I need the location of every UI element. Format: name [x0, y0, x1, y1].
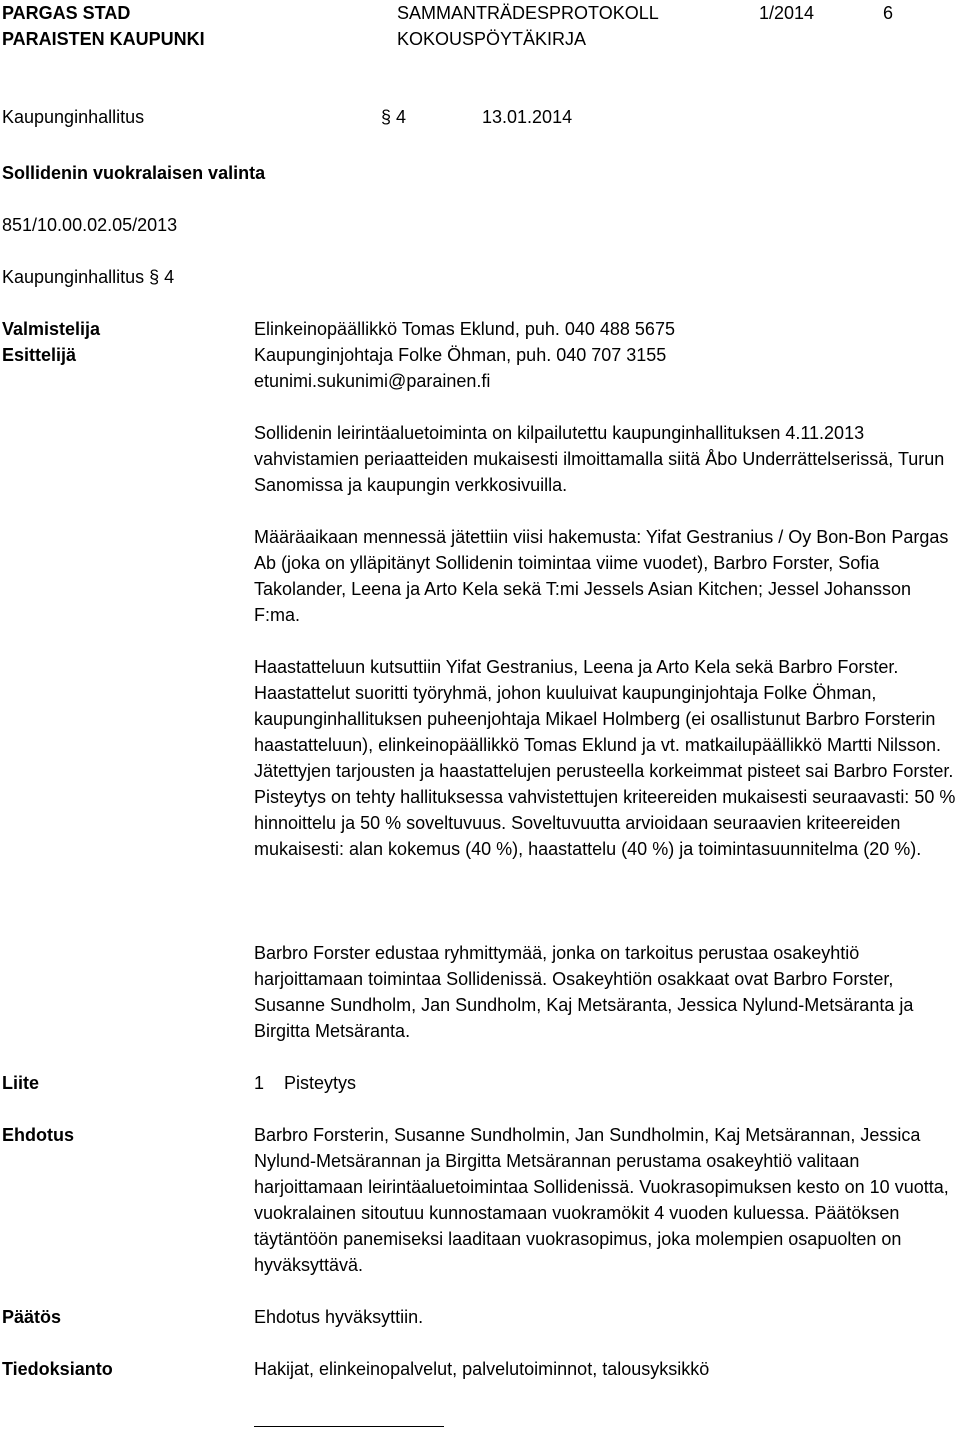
org-name-swedish: PARGAS STAD — [2, 3, 131, 23]
proposal-label: Ehdotus — [2, 1125, 74, 1145]
notification-text: Hakijat, elinkeinopalvelut, palvelutoiminnot, talousyksikkö — [254, 1359, 710, 1379]
paragraph-company: Barbro Forster edustaa ryhmittymää, jonka on tarkoitus perustaa osakeyhtiö harjoittamaan toimintaa Sollidenissä. Osakeyhtiön osakkaat ovat Barbro Forster, Susanne Sundholm, Jan Sundholm, Kaj Metsäranta, Jessica Nylund-Metsäranta ja Birgitta Metsäranta. — [254, 943, 914, 1041]
paragraph-interviews: Haastatteluun kutsuttiin Yifat Gestranius, Leena ja Arto Kela sekä Barbro Forster. Haastattelut suoritti työryhmä, johon kuuluivat kaupunginjohtaja Folke Öhman, kaupunginhallituksen puheenjohtaja Mikael Holmberg (ei osallistunut Barbro Forsterin haastatteluun), elinkeinopäällikkö Tomas Eklund ja vt. matkailupäällikkö Martti Nilsson. Jätettyjen tarjousten ja haastattelujen perusteella korkeimmat pisteet sai Barbro Forster. Pisteytys on tehty hallituksessa vahvistettujen kriteereiden mukaisesti seuraavasti: 50 % hinnoittelu ja 50 % soveltuvuus. Soveltuvuutta arvioidaan seuraavien kriteereiden mukaisesti: alan kokemus (40 %), haastattelu (40 %) ja toimintasuunnitelma (20 %). — [254, 657, 956, 859]
decision-text: Ehdotus hyväksyttiin. — [254, 1307, 424, 1327]
doc-type-swedish: SAMMANTRÄDESPROTOKOLL — [397, 3, 659, 23]
presenter-value: Kaupunginjohtaja Folke Öhman, puh. 040 707 3155 — [254, 345, 667, 365]
issue-number: 1/2014 — [759, 3, 815, 23]
attachment-number: 1 — [254, 1073, 265, 1093]
meeting-date: 13.01.2014 — [482, 107, 573, 127]
presenter-label: Esittelijä — [2, 345, 77, 365]
org-name-finnish: PARAISTEN KAUPUNKI — [2, 29, 205, 49]
meeting-section: § 4 — [381, 107, 407, 127]
paragraph-applications: Määräaikaan mennessä jätettiin viisi hakemusta: Yifat Gestranius / Oy Bon-Bon Pargas Ab (joka on ylläpitänyt Sollidenin toimintaa viime vuodet), Barbro Forster, Sofia Takolander, Leena ja Arto Kela sekä T:mi Jessels Asian Kitchen; Jessel Johansson F:ma. — [254, 527, 949, 625]
item-title: Sollidenin vuokralaisen valinta — [2, 163, 266, 183]
notification-label: Tiedoksianto — [2, 1359, 113, 1379]
page-number: 6 — [883, 3, 894, 23]
preparer-value: Elinkeinopäällikkö Tomas Eklund, puh. 040 488 5675 — [254, 319, 675, 339]
meeting-body: Kaupunginhallitus — [2, 107, 145, 127]
meeting-reference: Kaupunginhallitus § 4 — [2, 267, 175, 287]
doc-type-finnish: KOKOUSPÖYTÄKIRJA — [397, 29, 587, 49]
proposal-text: Barbro Forsterin, Susanne Sundholmin, Jan Sundholmin, Kaj Metsärannan, Jessica Nylund-Metsärannan ja Birgitta Metsärannan perustama osakeyhtiö valitaan harjoittamaan leirintäaluetoimintaa Sollidenissä. Vuokrasopimuksen kesto on 10 vuotta, vuokralainen sitoutuu kunnostamaan vuokramökit 4 vuoden kuluessa. Päätöksen täytäntöön panemiseksi laaditaan vuokrasopimus, joka molempien osapuolten on hyväksyttävä. — [254, 1125, 949, 1275]
preparer-label: Valmistelija — [2, 319, 101, 339]
presenter-email: etunimi.sukunimi@parainen.fi — [254, 371, 491, 391]
attachment-label: Liite — [2, 1073, 40, 1093]
reference-number: 851/10.00.02.05/2013 — [2, 215, 178, 235]
decision-label: Päätös — [2, 1307, 62, 1327]
attachment-link[interactable]: Pisteytys — [284, 1073, 357, 1093]
signature-line — [254, 1426, 444, 1427]
paragraph-competition: Sollidenin leirintäaluetoiminta on kilpailutettu kaupunginhallituksen 4.11.2013 vahvistamien periaatteiden mukaisesti ilmoittamalla siitä Åbo Underrättelserissä, Turun Sanomissa ja kaupungin verkkosivuilla. — [254, 423, 945, 495]
